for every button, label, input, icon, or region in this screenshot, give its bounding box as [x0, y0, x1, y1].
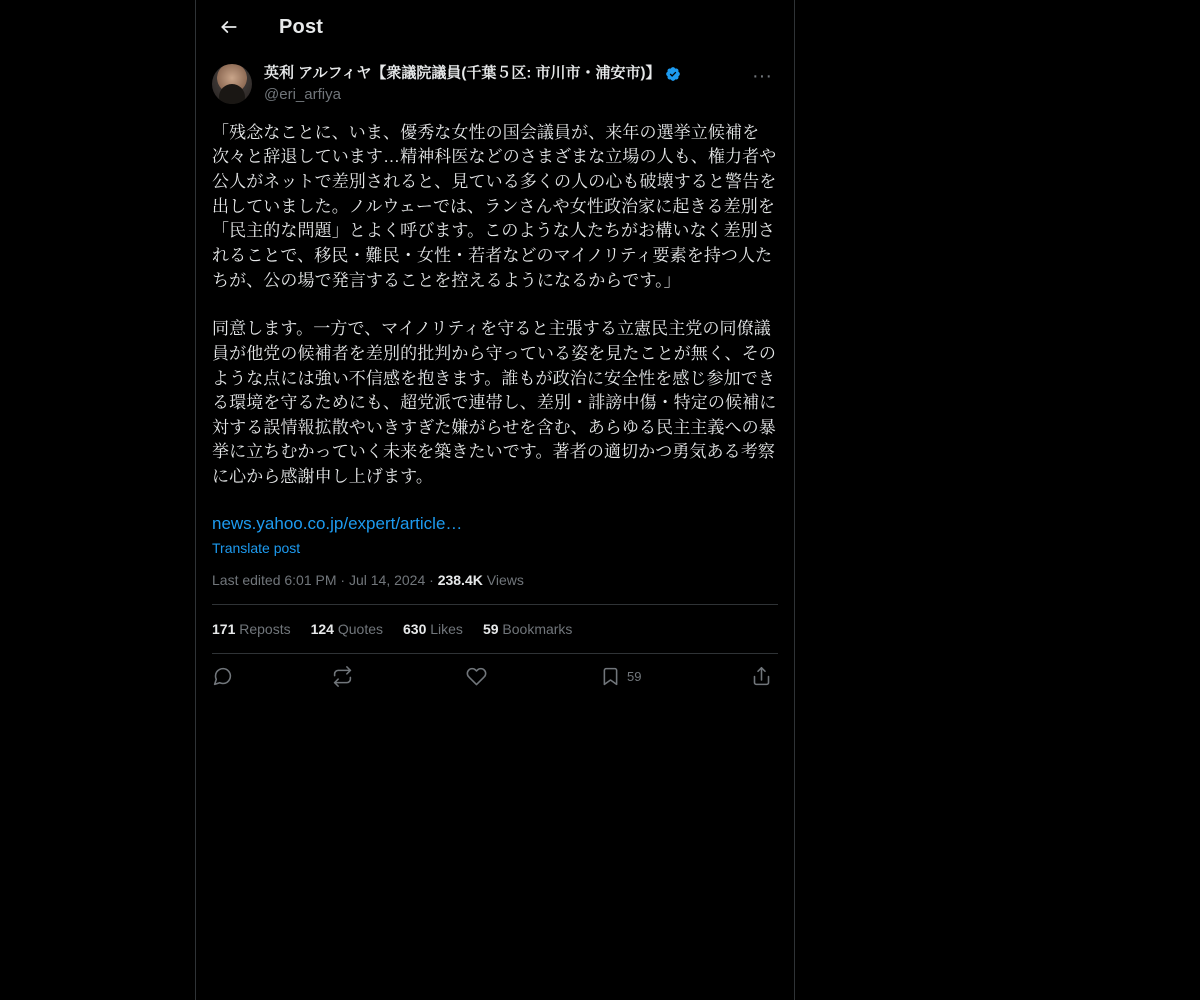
translate-post-button[interactable]: Translate post — [212, 539, 301, 556]
stat-likes[interactable] — [403, 621, 463, 637]
page-title: Post — [279, 15, 324, 38]
views-label: Views — [482, 571, 524, 588]
post-body-paragraph-1: 「残念なことに、いま、優秀な女性の国会議員が、来年の選挙立候補を次々と辞退しています…精神科医などのさまざまな立場の人も、権力者や公人がネットで差別されると、見ている多くの人の心も破壊すると警告を出していました。ノルウェーでは、ランさんや女性政治家に起きる差別を「民主的な問題」とよく呼びます。このような人たちがお構いなく差別されることで、移民・難民・女性・若者などのマイノリティ要素を持つ人たちが、公の場で発言することを控えるようになるからです。」 — [212, 122, 777, 290]
like-button[interactable] — [466, 666, 600, 687]
post-column — [195, 0, 795, 1000]
external-link[interactable]: news.yahoo.co.jp/expert/article… — [212, 513, 463, 533]
author-meta — [264, 64, 746, 105]
author-handle[interactable]: @eri_arfiya — [264, 86, 341, 103]
stat-bookmarks-label: Bookmarks — [502, 620, 573, 637]
stat-quotes[interactable] — [311, 621, 383, 637]
avatar[interactable] — [212, 64, 252, 104]
stat-bookmarks-count: 59 — [482, 620, 499, 637]
repost-button[interactable] — [332, 666, 466, 687]
share-icon — [751, 666, 772, 687]
post-header — [196, 0, 794, 54]
stat-reposts[interactable] — [212, 621, 291, 637]
stat-likes-label: Likes — [430, 620, 463, 637]
author-display-name[interactable]: 英利 アルフィヤ【衆議院議員(千葉５区: 市川市・浦安市)】 — [264, 64, 661, 82]
bookmark-button[interactable] — [600, 666, 751, 687]
views-count: 238.4K — [437, 571, 483, 588]
verified-badge-icon — [665, 66, 681, 82]
share-button[interactable] — [751, 666, 778, 687]
stat-bookmarks[interactable] — [483, 621, 573, 637]
stat-reposts-count: 171 — [212, 620, 236, 637]
author-row — [212, 54, 778, 105]
arrow-left-icon — [219, 17, 239, 37]
stat-reposts-label: Reposts — [239, 620, 291, 637]
back-button[interactable] — [212, 10, 246, 44]
timestamp-text: Last edited 6:01 PM · Jul 14, 2024 · — [212, 571, 438, 588]
stat-quotes-label: Quotes — [337, 620, 383, 637]
like-icon — [466, 666, 487, 687]
engagement-stats — [196, 605, 794, 653]
post-container — [196, 54, 794, 604]
reply-icon — [212, 666, 233, 687]
verified-check-icon — [665, 66, 681, 82]
stat-quotes-count: 124 — [310, 620, 334, 637]
more-options-button[interactable]: ··· — [752, 65, 772, 87]
stat-likes-count: 630 — [403, 620, 427, 637]
bookmark-count: 59 — [627, 668, 642, 684]
reply-button[interactable] — [212, 666, 332, 687]
post-body-paragraph-2: 同意します。一方で、マイノリティを守ると主張する立憲民主党の同僚議員が他党の候補者を差別的批判から守っている姿を見たことが無く、そのような点には強い不信感を抱きます。誰もが政治に安全性を感じ参加できる環境を守るためにも、超党派で連帯し、差別・誹謗中傷・特定の候補に対する誤情報拡散やいきすぎた嫌がらせを含む、あらゆる民主主義への暴挙に立ちむかっていく未来を築きたいです。著者の適切かつ勇気ある考察に心から感謝申し上げます。 — [212, 319, 777, 487]
repost-icon — [332, 666, 353, 687]
bookmark-icon — [600, 666, 621, 687]
post-timestamp — [212, 572, 778, 604]
action-bar — [196, 654, 794, 699]
